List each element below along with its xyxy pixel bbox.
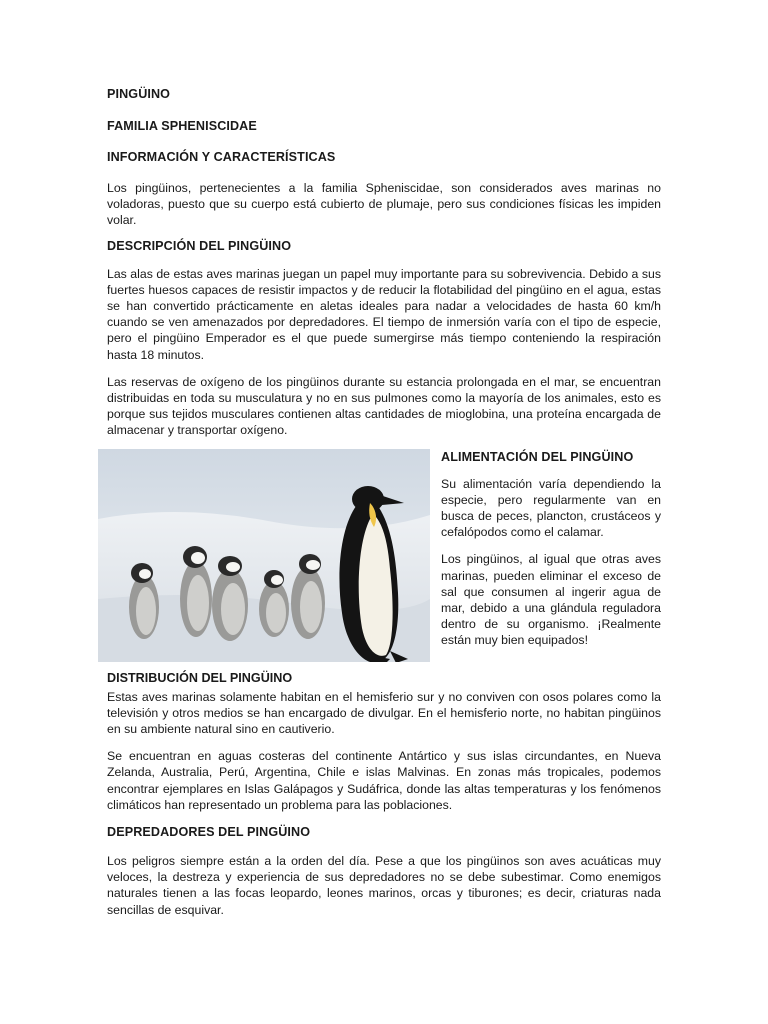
info-paragraph: Los pingüinos, pertenecientes a la familia Spheniscidae, son considerados aves marinas no voladoras, puesto que su cuerpo está cubierto de plumaje, pero sus condiciones físicas les impiden volar. [107,181,661,228]
distribution-heading: DISTRIBUCIÓN DEL PINGÜINO [107,671,293,686]
distribution-paragraph-1: Estas aves marinas solamente habitan en el hemisferio sur y no conviven con osos polares como la televisión y otros medios se han encargado de divulgar. En el hemisferio norte, no habitan pingüinos en su ambiente natural sino en cautiverio. [107,689,661,737]
info-heading: INFORMACIÓN Y CARACTERÍSTICAS [107,150,336,164]
penguin-illustration [98,449,430,662]
description-paragraph-1: Las alas de estas aves marinas juegan un papel muy importante para su sobrevivencia. Debido a sus fuertes huesos capaces de resistir impactos y de reducir la flotabilidad del pingüino en el agua, estas se han convertido prácticamente en aletas ideales para nadar a velocidades de hasta 60 km/h cuando se ven amenazados por depredadores. El tiempo de inmersión varía con el tipo de especie, pero el pingüino Emperador es el que puede sumergirse más tiempo conteniendo la respiración hasta 18 minutos. [107,266,661,362]
food-section [107,449,661,686]
family-heading: FAMILIA SPHENISCIDAE [107,119,257,133]
food-paragraph-2: Los pingüinos, al igual que otras aves marinas, pueden eliminar el exceso de sal que consumen al ingerir agua de mar, debido a una glándula reguladora dentro de su organismo. ¡Realmente están muy bien equipados! [441,552,661,648]
predators-heading: DEPREDADORES DEL PINGÜINO [107,825,311,840]
description-heading: DESCRIPCIÓN DEL PINGÜINO [107,238,292,253]
food-paragraph-1: Su alimentación varía dependiendo la especie, pero regularmente van en busca de peces, plancton, crustáceos y cefalópodos como el calamar. [441,476,661,540]
penguin-photo [98,449,430,662]
food-heading: ALIMENTACIÓN DEL PINGÜINO [441,449,634,464]
document-page [107,86,661,918]
description-paragraph-2: Las reservas de oxígeno de los pingüinos durante su estancia prolongada en el mar, se encuentran distribuidas en toda su musculatura y no en sus pulmones como la mayoría de los animales, esto es porque sus tejidos musculares contienen altas cantidades de mioglobina, una proteína encargada de almacenar y transportar oxígeno. [107,374,661,438]
food-text-column [441,449,661,649]
predators-paragraph: Los peligros siempre están a la orden del día. Pese a que los pingüinos son aves acuáticas muy veloces, la destreza y experiencia de sus depredadores no se debe subestimar. Como enemigos naturales tienen a las focas leopardo, leones marinos, orcas y tiburones; es decir, criaturas nada sencillas de esquivar. [107,854,661,917]
distribution-paragraph-2: Se encuentran en aguas costeras del continente Antártico y sus islas circundantes, en Nueva Zelanda, Australia, Perú, Argentina, Chile e islas Malvinas. En zonas más tropicales, podemos encontrar ejemplares en Islas Galápagos y Sudáfrica, donde las altas temperaturas y los fenómenos climáticos han representado un problema para las poblaciones. [107,749,661,812]
document-title: PINGÜINO [107,87,171,101]
